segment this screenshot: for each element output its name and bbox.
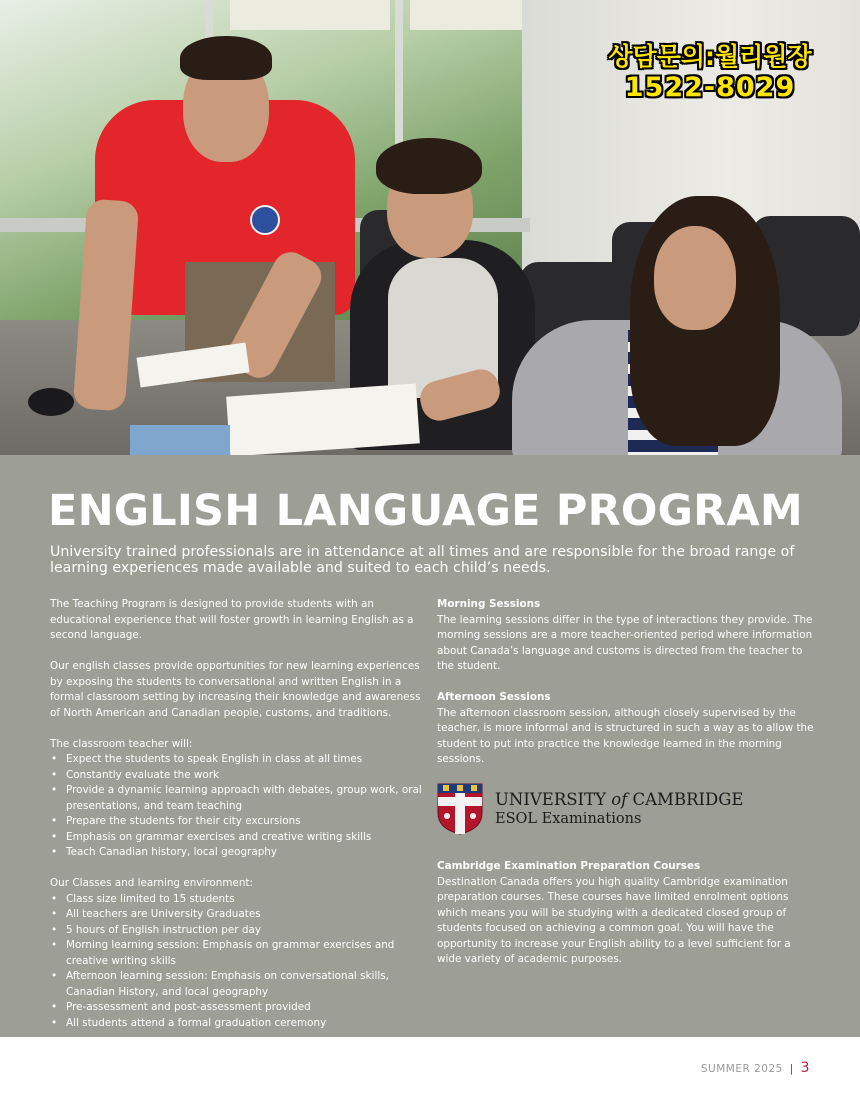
left-column bbox=[50, 597, 430, 1047]
environment-list-intro: Our Classes and learning environment: bbox=[50, 877, 254, 889]
morning-heading: Morning Sessions bbox=[437, 598, 541, 610]
cambridge-wordmark: UNIVERSITY of CAMBRIDGE bbox=[495, 790, 744, 809]
contact-label: 상담문의:월리원장 bbox=[608, 42, 812, 71]
window-blind bbox=[410, 0, 528, 30]
hero-photo bbox=[0, 0, 860, 455]
list-item: • Constantly evaluate the work bbox=[50, 768, 430, 784]
page-footer bbox=[701, 1060, 810, 1076]
list-item: • All teachers are University Graduates bbox=[50, 907, 430, 923]
list-item: • Afternoon learning session: Emphasis on conversational skills, Canadian History, and local geography bbox=[50, 969, 430, 1000]
issue-label: SUMMER 2025 bbox=[700, 1063, 783, 1075]
teacher-list bbox=[50, 752, 430, 861]
content-panel bbox=[0, 455, 860, 1037]
lede-paragraph: University trained professionals are in attendance at all times and are responsible for the broad range of learning experiences made available and suited to each child’s needs. bbox=[50, 544, 795, 576]
intro-paragraph: The Teaching Program is designed to provide students with an educational experience that will foster growth in learning English as a second language. bbox=[50, 598, 414, 641]
list-item: • Pre-assessment and post-assessment provided bbox=[50, 1000, 430, 1016]
right-column bbox=[437, 597, 817, 983]
list-item: • Teach Canadian history, local geography bbox=[50, 845, 430, 861]
page-title: ENGLISH LANGUAGE PROGRAM bbox=[48, 486, 803, 536]
window-blind bbox=[230, 0, 390, 30]
list-item: • 5 hours of English instruction per day bbox=[50, 923, 430, 939]
contact-overlay bbox=[590, 42, 830, 104]
classes-paragraph: Our english classes provide opportunities for new learning experiences by exposing the students to conversational and written English in a formal classroom setting by increasing their knowledge and awareness of North American and Canadian people, customs, and traditions. bbox=[50, 660, 421, 719]
page-number: 3 bbox=[800, 1060, 810, 1076]
cambridge-logo bbox=[437, 783, 817, 835]
footer-separator: | bbox=[789, 1063, 794, 1075]
esol-wordmark: ESOL Examinations bbox=[495, 811, 642, 827]
cambridge-paragraph: Destination Canada offers you high quality Cambridge examination preparation courses. These courses have limited enrolment options which means you will be studying with a dedicated closed group of students focused on achieving a common goal. You will have the opportunity to increase your English ability to a level sufficient for a wide variety of academic purposes. bbox=[437, 875, 791, 965]
list-item: • Expect the students to speak English in class at all times bbox=[50, 752, 430, 768]
cambridge-crest-icon bbox=[437, 783, 483, 835]
list-item: • Emphasis on grammar exercises and creative writing skills bbox=[50, 830, 430, 846]
computer-mouse bbox=[28, 388, 74, 416]
list-item: • Prepare the students for their city excursions bbox=[50, 814, 430, 830]
list-item: • Morning learning session: Emphasis on grammar exercises and creative writing skills bbox=[50, 938, 430, 969]
environment-list bbox=[50, 892, 430, 1032]
cambridge-heading: Cambridge Examination Preparation Courses bbox=[437, 860, 701, 872]
afternoon-heading: Afternoon Sessions bbox=[437, 691, 551, 703]
list-item: • Class size limited to 15 students bbox=[50, 892, 430, 908]
teacher-list-intro: The classroom teacher will: bbox=[50, 737, 193, 750]
list-item: • All students attend a formal graduation ceremony bbox=[50, 1016, 430, 1032]
brochure bbox=[130, 425, 230, 455]
contact-phone: 1522-8029 bbox=[624, 72, 796, 103]
afternoon-paragraph: The afternoon classroom session, although closely supervised by the teacher, is more informal and is structured in such a way as to allow the student to put into practice the knowledge learned in the morning sessions. bbox=[437, 706, 814, 765]
list-item: • Provide a dynamic learning approach with debates, group work, oral presentations, and team teaching bbox=[50, 783, 430, 814]
open-book bbox=[226, 383, 420, 455]
morning-paragraph: The learning sessions differ in the type of interactions they provide. The morning sessions are a more teacher-oriented period where information about Canada’s language and customs is directed from the teacher to the student. bbox=[437, 613, 813, 672]
